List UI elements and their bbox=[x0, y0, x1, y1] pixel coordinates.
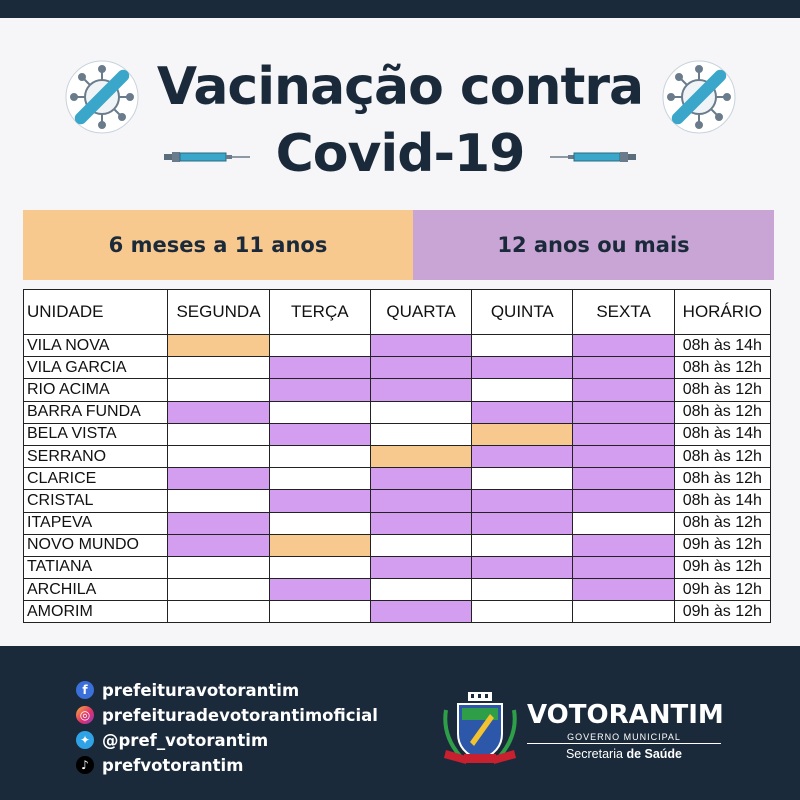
schedule-table bbox=[23, 289, 771, 623]
legend-age-6m-11y bbox=[23, 210, 413, 280]
legend-age-12plus bbox=[413, 210, 774, 280]
legend-label: 12 anos ou mais bbox=[497, 233, 690, 257]
day-cell bbox=[269, 490, 370, 512]
day-cell bbox=[168, 335, 269, 357]
day-cell bbox=[573, 423, 674, 445]
day-cell bbox=[472, 423, 573, 445]
day-cell bbox=[168, 379, 269, 401]
day-cell bbox=[168, 512, 269, 534]
day-cell bbox=[573, 335, 674, 357]
unit-cell: CLARICE bbox=[24, 468, 168, 490]
unit-cell: SERRANO bbox=[24, 445, 168, 467]
table-row bbox=[24, 423, 771, 445]
tiktok-icon: ♪ bbox=[76, 756, 94, 774]
hours-cell: 09h às 12h bbox=[674, 534, 770, 556]
day-cell bbox=[573, 556, 674, 578]
social-item-twitter[interactable] bbox=[76, 728, 378, 752]
facebook-icon: f bbox=[76, 681, 94, 699]
table-row bbox=[24, 401, 771, 423]
day-cell bbox=[370, 601, 471, 623]
day-cell bbox=[370, 335, 471, 357]
day-cell bbox=[269, 357, 370, 379]
day-cell bbox=[472, 556, 573, 578]
page-title-line1: Vacinação contra bbox=[156, 57, 644, 117]
day-cell bbox=[573, 445, 674, 467]
day-cell bbox=[573, 468, 674, 490]
hours-cell: 08h às 12h bbox=[674, 445, 770, 467]
day-cell bbox=[269, 601, 370, 623]
hours-cell: 09h às 12h bbox=[674, 556, 770, 578]
hours-cell: 08h às 12h bbox=[674, 512, 770, 534]
twitter-icon: ✦ bbox=[76, 731, 94, 749]
column-header: QUARTA bbox=[370, 290, 471, 335]
table-row bbox=[24, 468, 771, 490]
day-cell bbox=[269, 401, 370, 423]
unit-cell: ARCHILA bbox=[24, 579, 168, 601]
hours-cell: 08h às 14h bbox=[674, 490, 770, 512]
day-cell bbox=[472, 579, 573, 601]
hours-cell: 08h às 12h bbox=[674, 468, 770, 490]
day-cell bbox=[573, 601, 674, 623]
social-item-instagram[interactable] bbox=[76, 703, 378, 727]
unit-cell: NOVO MUNDO bbox=[24, 534, 168, 556]
brand-subtitle: GOVERNO MUNICIPAL bbox=[567, 732, 681, 742]
day-cell bbox=[573, 379, 674, 401]
table-row bbox=[24, 534, 771, 556]
day-cell bbox=[370, 490, 471, 512]
social-handle[interactable]: prefeituravotorantim bbox=[102, 680, 300, 700]
table-row bbox=[24, 579, 771, 601]
table-row bbox=[24, 601, 771, 623]
column-header: SEXTA bbox=[573, 290, 674, 335]
day-cell bbox=[370, 401, 471, 423]
day-cell bbox=[269, 534, 370, 556]
top-bar bbox=[0, 0, 800, 18]
table-row bbox=[24, 512, 771, 534]
brand-department bbox=[527, 747, 721, 761]
social-handle[interactable]: @pref_votorantim bbox=[102, 730, 269, 750]
brand-name: VOTORANTIM bbox=[527, 700, 724, 730]
day-cell bbox=[573, 512, 674, 534]
day-cell bbox=[573, 357, 674, 379]
brand-divider bbox=[527, 743, 721, 744]
day-cell bbox=[370, 357, 471, 379]
unit-cell: CRISTAL bbox=[24, 490, 168, 512]
table-row bbox=[24, 556, 771, 578]
day-cell bbox=[168, 490, 269, 512]
day-cell bbox=[472, 512, 573, 534]
hours-cell: 08h às 14h bbox=[674, 423, 770, 445]
day-cell bbox=[472, 468, 573, 490]
unit-cell: AMORIM bbox=[24, 601, 168, 623]
unit-cell: RIO ACIMA bbox=[24, 379, 168, 401]
day-cell bbox=[269, 379, 370, 401]
table-row bbox=[24, 490, 771, 512]
city-crest-icon bbox=[440, 690, 520, 768]
day-cell bbox=[168, 423, 269, 445]
day-cell bbox=[472, 601, 573, 623]
table-header-row bbox=[24, 290, 771, 335]
brand-department-prefix: Secretaria bbox=[565, 747, 623, 761]
day-cell bbox=[472, 445, 573, 467]
social-item-facebook[interactable] bbox=[76, 678, 378, 702]
day-cell bbox=[168, 601, 269, 623]
instagram-icon: ◎ bbox=[76, 706, 94, 724]
hours-cell: 08h às 12h bbox=[674, 357, 770, 379]
day-cell bbox=[269, 468, 370, 490]
brand-logo bbox=[527, 700, 724, 761]
column-header: QUINTA bbox=[472, 290, 573, 335]
day-cell bbox=[269, 335, 370, 357]
table-row bbox=[24, 335, 771, 357]
day-cell bbox=[573, 534, 674, 556]
day-cell bbox=[269, 423, 370, 445]
table-row bbox=[24, 357, 771, 379]
day-cell bbox=[370, 423, 471, 445]
table-row bbox=[24, 445, 771, 467]
day-cell bbox=[370, 534, 471, 556]
unit-cell: BARRA FUNDA bbox=[24, 401, 168, 423]
day-cell bbox=[168, 468, 269, 490]
day-cell bbox=[573, 579, 674, 601]
day-cell bbox=[472, 534, 573, 556]
social-handle[interactable]: prefvotorantim bbox=[102, 755, 244, 775]
column-header: UNIDADE bbox=[24, 290, 168, 335]
unit-cell: VILA GARCIA bbox=[24, 357, 168, 379]
day-cell bbox=[370, 445, 471, 467]
day-cell bbox=[370, 512, 471, 534]
day-cell bbox=[472, 379, 573, 401]
day-cell bbox=[168, 445, 269, 467]
day-cell bbox=[269, 579, 370, 601]
day-cell bbox=[370, 379, 471, 401]
unit-cell: BELA VISTA bbox=[24, 423, 168, 445]
day-cell bbox=[472, 401, 573, 423]
day-cell bbox=[573, 490, 674, 512]
social-item-tiktok[interactable] bbox=[76, 753, 378, 777]
day-cell bbox=[168, 579, 269, 601]
column-header: SEGUNDA bbox=[168, 290, 269, 335]
day-cell bbox=[269, 445, 370, 467]
day-cell bbox=[472, 357, 573, 379]
hours-cell: 08h às 14h bbox=[674, 335, 770, 357]
table-row bbox=[24, 379, 771, 401]
day-cell bbox=[168, 556, 269, 578]
unit-cell: ITAPEVA bbox=[24, 512, 168, 534]
hours-cell: 09h às 12h bbox=[674, 601, 770, 623]
social-handle[interactable]: prefeituradevotorantimoficial bbox=[102, 705, 378, 725]
page-title-line2: Covid-19 bbox=[275, 124, 525, 184]
column-header: HORÁRIO bbox=[674, 290, 770, 335]
legend-label: 6 meses a 11 anos bbox=[108, 233, 328, 257]
social-links bbox=[76, 678, 378, 778]
unit-cell: TATIANA bbox=[24, 556, 168, 578]
day-cell bbox=[269, 556, 370, 578]
day-cell bbox=[168, 357, 269, 379]
day-cell bbox=[573, 401, 674, 423]
day-cell bbox=[370, 579, 471, 601]
hours-cell: 08h às 12h bbox=[674, 401, 770, 423]
unit-cell: VILA NOVA bbox=[24, 335, 168, 357]
brand-department-name: de Saúde bbox=[626, 747, 683, 761]
day-cell bbox=[370, 468, 471, 490]
hours-cell: 08h às 12h bbox=[674, 379, 770, 401]
hours-cell: 09h às 12h bbox=[674, 579, 770, 601]
day-cell bbox=[472, 335, 573, 357]
day-cell bbox=[370, 556, 471, 578]
day-cell bbox=[269, 512, 370, 534]
day-cell bbox=[472, 490, 573, 512]
day-cell bbox=[168, 401, 269, 423]
day-cell bbox=[168, 534, 269, 556]
column-header: TERÇA bbox=[269, 290, 370, 335]
